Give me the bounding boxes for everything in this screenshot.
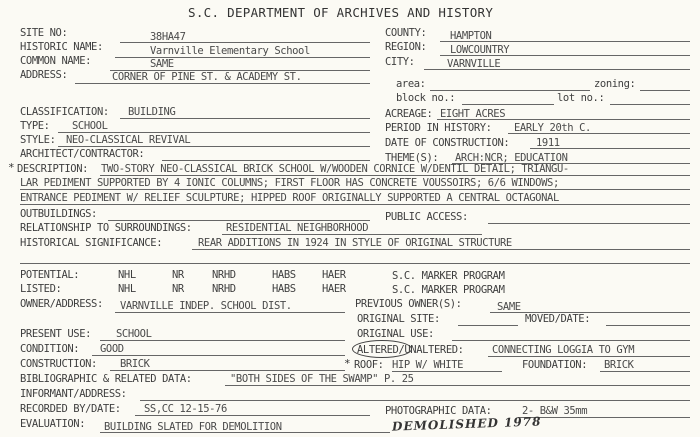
listed-haer: HAER xyxy=(322,283,346,295)
period-value: EARLY 20th C. xyxy=(514,122,591,134)
present-use-label: PRESENT USE: xyxy=(20,328,92,340)
architect-line xyxy=(162,160,370,161)
classification-line xyxy=(120,118,370,119)
site-no-label: SITE NO: xyxy=(20,27,68,39)
style-label: STYLE: xyxy=(20,134,56,146)
county-label: COUNTY: xyxy=(385,27,427,39)
period-line xyxy=(508,133,690,134)
evaluation-value: BUILDING SLATED FOR DEMOLITION xyxy=(104,421,282,433)
date-construction-line xyxy=(530,148,690,149)
block-no-label: block no.: xyxy=(396,92,456,104)
informant-line xyxy=(140,400,690,401)
city-value: VARNVILLE xyxy=(447,58,501,70)
original-site-label: ORIGINAL SITE: xyxy=(357,313,440,325)
description-line-2: LAR PEDIMENT SUPPORTED BY 4 IONIC COLUMNS; FIRST FLOOR HAS CONCRETE VOUSSOIRS; 6/6 WINDOWS; xyxy=(20,177,559,189)
significance-line xyxy=(192,249,690,250)
area-line xyxy=(430,90,590,91)
roof-value: HIP W/ WHITE xyxy=(392,359,464,371)
outbuildings-line xyxy=(108,220,370,221)
potential-haer: HAER xyxy=(322,269,346,281)
roof-line xyxy=(392,371,502,372)
description-asterisk-icon: * xyxy=(8,161,15,174)
common-name-value: SAME xyxy=(150,58,174,70)
construction-value: BRICK xyxy=(120,358,150,370)
condition-label: CONDITION: xyxy=(20,343,80,355)
style-value: NEO-CLASSICAL REVIVAL xyxy=(66,134,191,146)
original-use-label: ORIGINAL USE: xyxy=(357,328,434,340)
zoning-label: zoning: xyxy=(594,78,636,90)
significance-label: HISTORICAL SIGNIFICANCE: xyxy=(20,237,163,249)
public-access-line xyxy=(488,223,690,224)
foundation-value: BRICK xyxy=(604,359,634,371)
previous-owner-label: PREVIOUS OWNER(S): xyxy=(355,298,462,310)
acreage-label: ACREAGE: xyxy=(385,108,433,120)
classification-value: BUILDING xyxy=(128,106,176,118)
recorded-by-value: SS,CC 12-15-76 xyxy=(144,403,227,415)
listed-label: LISTED: xyxy=(20,283,62,295)
region-value: LOWCOUNTRY xyxy=(450,44,510,56)
relationship-label: RELATIONSHIP TO SURROUNDINGS: xyxy=(20,222,192,234)
style-line xyxy=(58,146,370,147)
photographic-line xyxy=(518,417,690,418)
listed-marker: S.C. MARKER PROGRAM xyxy=(392,284,505,296)
evaluation-label: EVALUATION: xyxy=(20,418,86,430)
county-value: HAMPTON xyxy=(450,30,492,42)
altered-line xyxy=(488,356,690,357)
bibliographic-value: "BOTH SIDES OF THE SWAMP" P. 25 xyxy=(230,373,414,385)
description-line-1: TWO-STORY NEO-CLASSICAL BRICK SCHOOL W/WOODEN CORNICE W/DENTIL DETAIL; TRIANGU- xyxy=(101,163,569,175)
region-line xyxy=(440,55,690,56)
lot-no-line xyxy=(610,104,690,105)
lot-no-label: lot no.: xyxy=(557,92,605,104)
demolished-handwritten-note: DEMOLISHED 1978 xyxy=(391,414,542,434)
address-value: CORNER OF PINE ST. & ACADEMY ST. xyxy=(112,71,302,83)
previous-owner-value: SAME xyxy=(497,301,521,313)
altered-label: ALTERED/UNALTERED: xyxy=(357,344,464,356)
outbuildings-label: OUTBUILDINGS: xyxy=(20,208,97,220)
region-label: REGION: xyxy=(385,41,427,53)
architect-label: ARCHITECT/CONTRACTOR: xyxy=(20,148,145,160)
themes-value: ARCH:NCR; EDUCATION xyxy=(455,152,568,164)
construction-line xyxy=(110,370,345,371)
roof-asterisk-icon: * xyxy=(344,357,351,370)
themes-label: THEME(S): xyxy=(385,152,439,164)
historic-name-label: HISTORIC NAME: xyxy=(20,41,103,53)
listed-nr: NR xyxy=(172,283,184,295)
present-use-value: SCHOOL xyxy=(116,328,152,340)
moved-date-label: MOVED/DATE: xyxy=(525,313,591,325)
photographic-value: 2- B&W 35mm xyxy=(522,405,588,417)
city-label: CITY: xyxy=(385,56,415,68)
type-label: TYPE: xyxy=(20,120,50,132)
condition-value: GOOD xyxy=(100,343,124,355)
altered-value: CONNECTING LOGGIA TO GYM xyxy=(492,344,635,356)
common-name-label: COMMON NAME: xyxy=(20,55,92,67)
description-rule-3 xyxy=(20,204,690,205)
address-label: ADDRESS: xyxy=(20,69,68,81)
recorded-by-label: RECORDED BY/DATE: xyxy=(20,403,121,415)
significance-line-2 xyxy=(20,263,690,264)
listed-habs: HABS xyxy=(272,283,296,295)
condition-line xyxy=(92,355,345,356)
photographic-label: PHOTOGRAPHIC DATA: xyxy=(385,405,492,417)
significance-value: REAR ADDITIONS IN 1924 IN STYLE OF ORIGINAL STRUCTURE xyxy=(198,237,512,249)
description-rule-2 xyxy=(20,189,690,190)
roof-label: ROOF: xyxy=(354,359,384,371)
area-label: area: xyxy=(396,78,426,90)
site-no-line xyxy=(120,42,370,43)
historic-name-value: Varnville Elementary School xyxy=(150,45,310,57)
block-no-line xyxy=(462,104,554,105)
zoning-line xyxy=(640,90,690,91)
potential-habs: HABS xyxy=(272,269,296,281)
foundation-line xyxy=(600,371,690,372)
description-line-3: ENTRANCE PEDIMENT W/ RELIEF SCULPTURE; HIPPED ROOF ORIGINALLY SUPPORTED A CENTRAL OCTAGONAL xyxy=(20,192,559,204)
bibliographic-line xyxy=(225,385,690,386)
city-line xyxy=(424,69,690,70)
original-use-line xyxy=(452,340,690,341)
informant-label: INFORMANT/ADDRESS: xyxy=(20,388,127,400)
present-use-line xyxy=(100,340,345,341)
type-value: SCHOOL xyxy=(72,120,108,132)
acreage-value: EIGHT ACRES xyxy=(440,108,506,120)
potential-marker: S.C. MARKER PROGRAM xyxy=(392,270,505,282)
relationship-value: RESIDENTIAL NEIGHBORHOOD xyxy=(226,222,369,234)
foundation-label: FOUNDATION: xyxy=(522,359,588,371)
owner-value: VARNVILLE INDEP. SCHOOL DIST. xyxy=(120,300,292,312)
potential-nrhd: NRHD xyxy=(212,269,236,281)
site-no-value: 38HA47 xyxy=(150,31,186,43)
type-line xyxy=(58,132,370,133)
owner-line xyxy=(115,312,345,313)
description-rule-1 xyxy=(100,175,690,176)
potential-label: POTENTIAL: xyxy=(20,269,80,281)
bibliographic-label: BIBLIOGRAPHIC & RELATED DATA: xyxy=(20,373,192,385)
potential-nr: NR xyxy=(172,269,184,281)
listed-nhl: NHL xyxy=(118,283,136,295)
period-label: PERIOD IN HISTORY: xyxy=(385,122,492,134)
original-site-line xyxy=(458,325,518,326)
public-access-label: PUBLIC ACCESS: xyxy=(385,211,468,223)
address-line xyxy=(75,83,370,84)
owner-label: OWNER/ADDRESS: xyxy=(20,298,103,310)
listed-nrhd: NRHD xyxy=(212,283,236,295)
evaluation-line xyxy=(100,432,390,433)
moved-date-line xyxy=(606,325,690,326)
classification-label: CLASSIFICATION: xyxy=(20,106,109,118)
acreage-line xyxy=(437,119,690,120)
description-label: DESCRIPTION: xyxy=(17,163,89,175)
relationship-line xyxy=(222,234,482,235)
construction-label: CONSTRUCTION: xyxy=(20,358,97,370)
date-construction-value: 1911 xyxy=(536,137,560,149)
date-construction-label: DATE OF CONSTRUCTION: xyxy=(385,137,510,149)
card-header: S.C. DEPARTMENT OF ARCHIVES AND HISTORY xyxy=(188,5,494,20)
recorded-by-line xyxy=(135,415,370,416)
potential-nhl: NHL xyxy=(118,269,136,281)
county-line xyxy=(440,41,690,42)
